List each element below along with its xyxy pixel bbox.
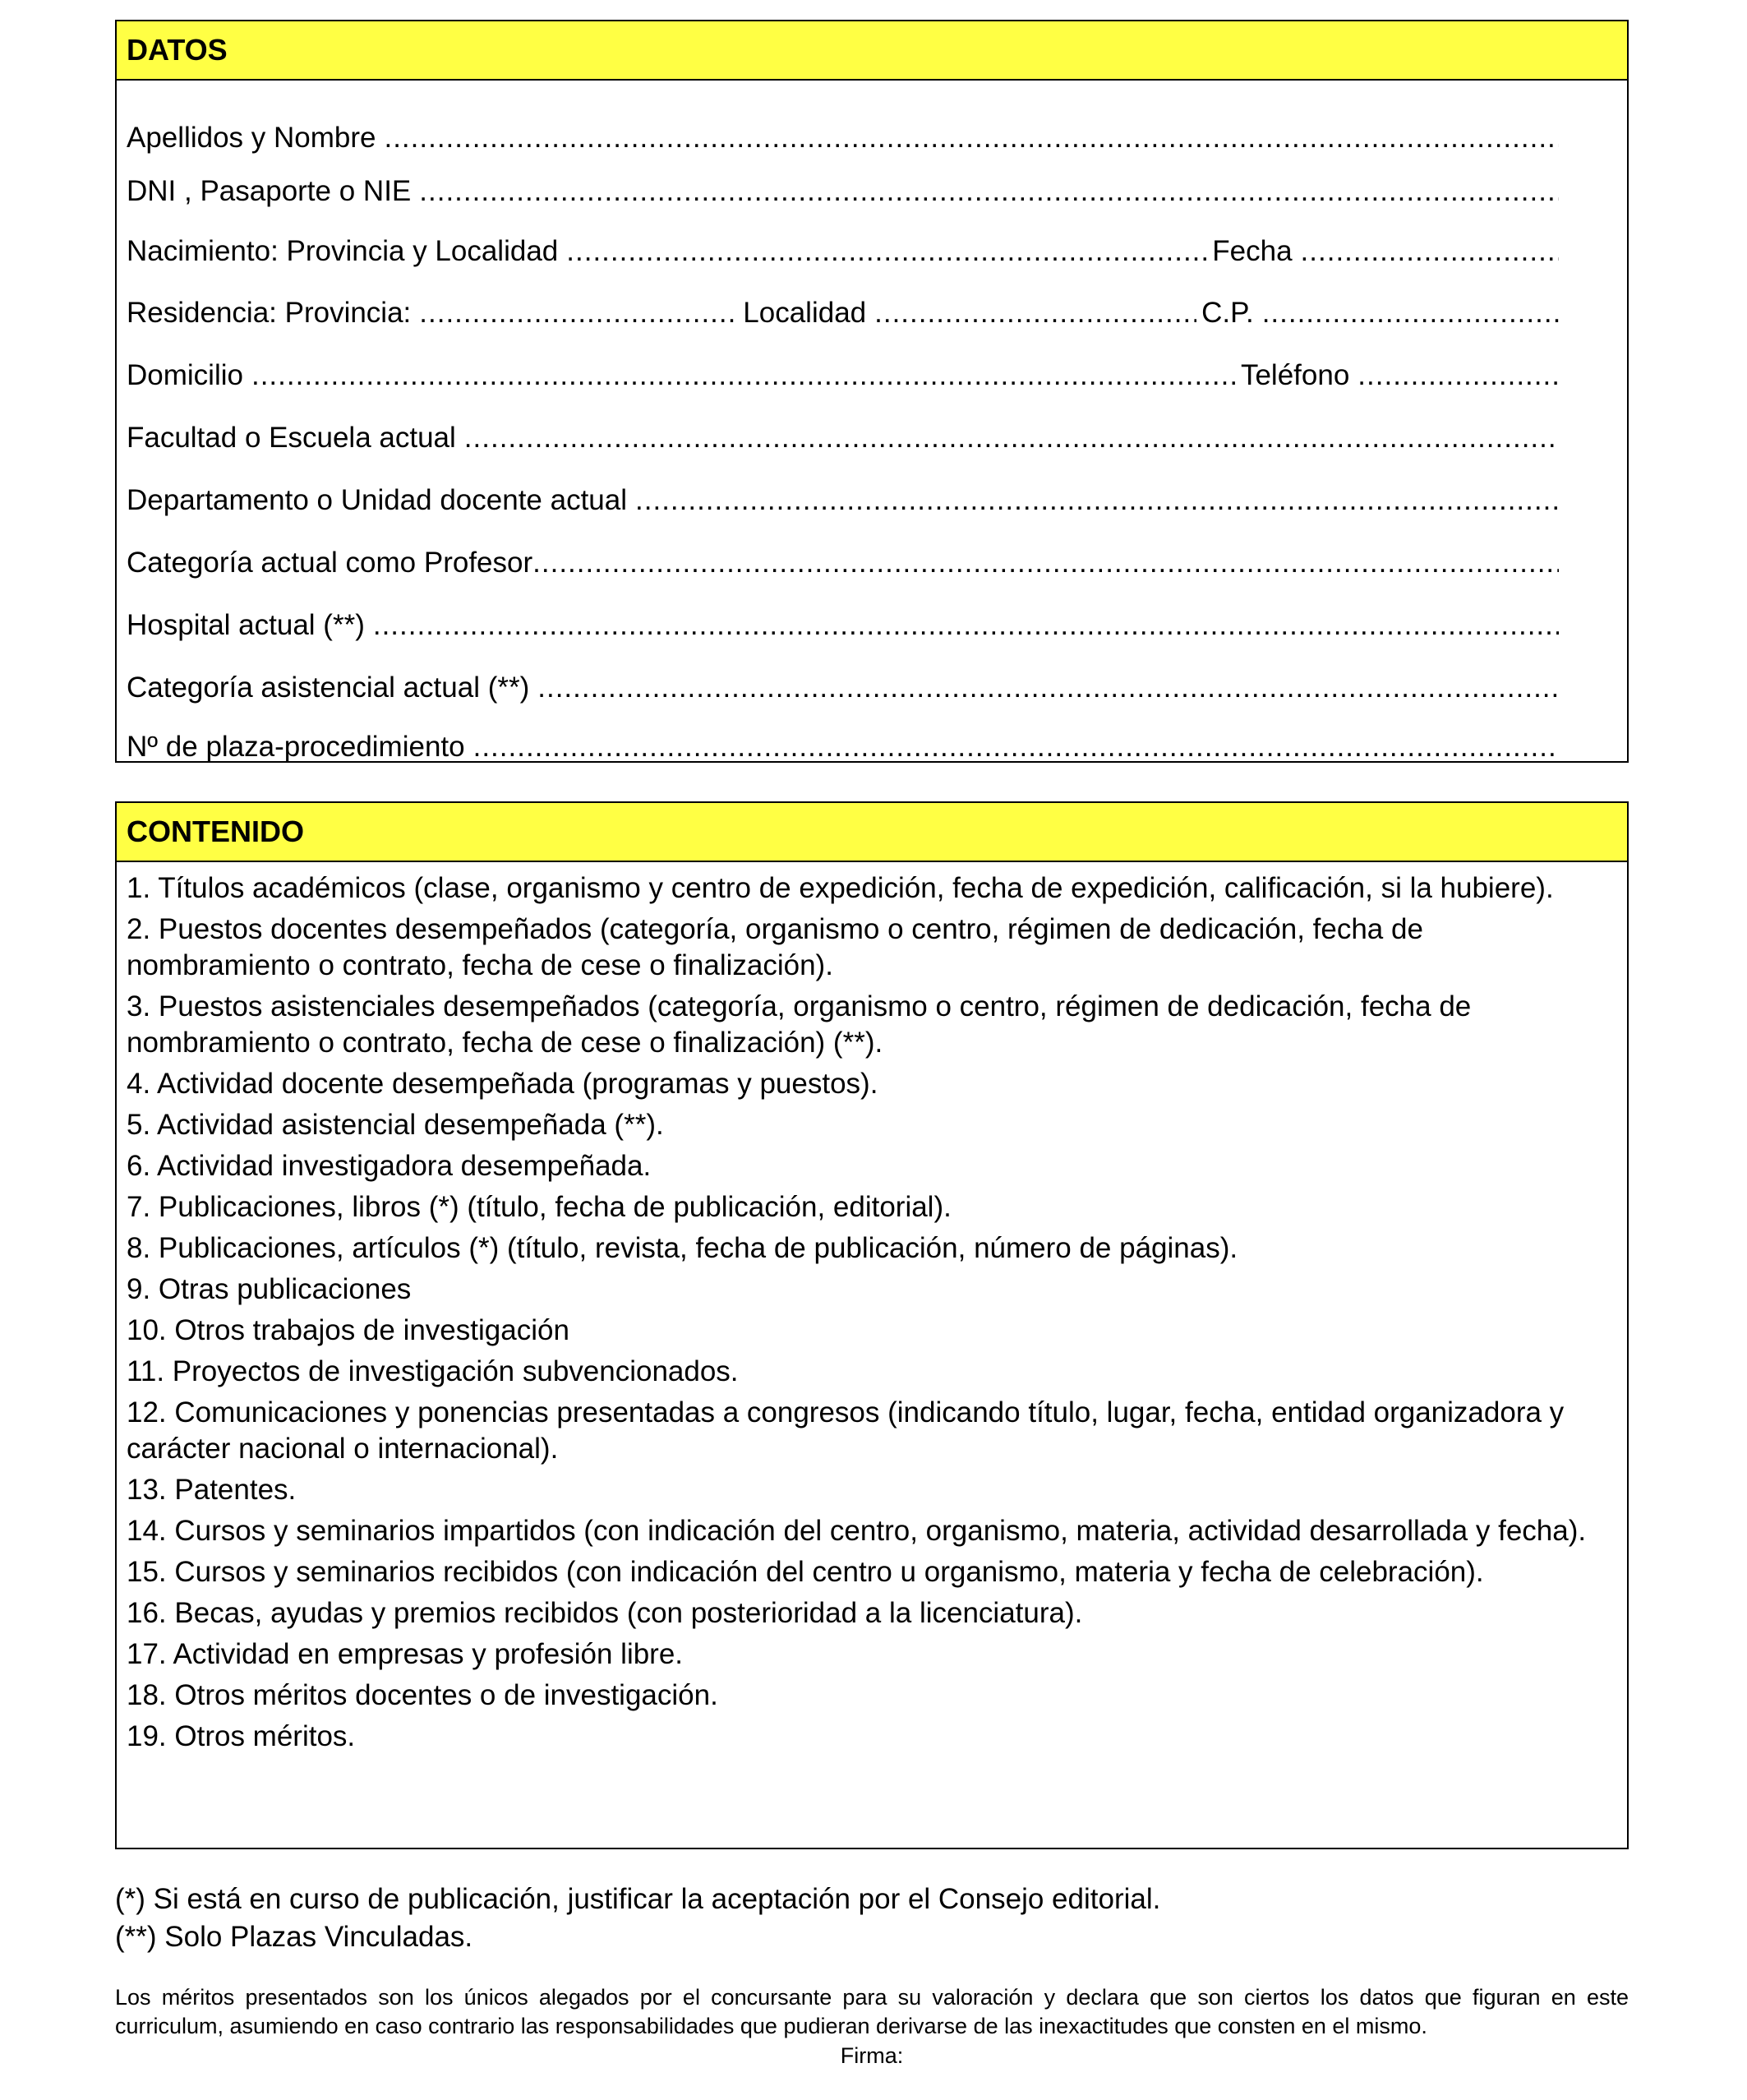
list-item: 10. Otros trabajos de investigación — [127, 1314, 569, 1346]
localidad-label: Localidad — [743, 297, 867, 329]
list-item: 12. Comunicaciones y ponencias presentadas a congresos (indicando título, lugar, fecha, entidad organizadora y carácter nacional o internacional). — [127, 1396, 1565, 1465]
dni-pasaporte-field[interactable] — [127, 172, 1559, 211]
firma-label: Firma: — [840, 2043, 904, 2068]
list-item: 13. Patentes. — [127, 1474, 297, 1506]
domicilio-field[interactable] — [127, 356, 1559, 395]
categoria-profesor-field[interactable] — [127, 543, 1559, 583]
datos-header: DATOS — [117, 21, 1627, 81]
plaza-procedimiento-field[interactable] — [127, 731, 1559, 764]
field-label: Nº de plaza-procedimiento — [127, 731, 465, 763]
list-item: 14. Cursos y seminarios impartidos (con indicación del centro, organismo, materia, actividad desarrollada y fecha). — [127, 1515, 1587, 1547]
list-item: 1. Títulos académicos (clase, organismo y centro de expedición, fecha de expedición, calificación, si la hubiere). — [127, 872, 1554, 904]
footnote-publicacion: (*) Si está en curso de publicación, justificar la aceptación por el Consejo editorial. — [115, 1883, 1161, 1915]
categoria-asistencial-field[interactable] — [127, 668, 1559, 708]
departamento-field[interactable] — [127, 481, 1559, 520]
list-item: 16. Becas, ayudas y premios recibidos (con posterioridad a la licenciatura). — [127, 1597, 1083, 1629]
list-item: 18. Otros méritos docentes o de investigación. — [127, 1679, 718, 1711]
hospital-field[interactable] — [127, 606, 1559, 645]
residencia-field[interactable] — [127, 293, 1559, 333]
facultad-field[interactable] — [127, 418, 1559, 458]
footnote-plazas-vinculadas: (**) Solo Plazas Vinculadas. — [115, 1921, 473, 1953]
nacimiento-field[interactable] — [127, 232, 1559, 271]
list-item: 4. Actividad docente desempeñada (programas y puestos). — [127, 1068, 878, 1100]
list-item: 2. Puestos docentes desempeñados (categoría, organismo o centro, régimen de dedicación, fecha de nombramiento o contrato, fecha de cese o finalización). — [127, 913, 1423, 981]
list-item: 15. Cursos y seminarios recibidos (con indicación del centro u organismo, materia y fecha de celebración). — [127, 1556, 1484, 1588]
field-label: Categoría actual como Profesor — [127, 547, 533, 579]
list-item: 11. Proyectos de investigación subvencionados. — [127, 1355, 739, 1387]
list-item: 9. Otras publicaciones — [127, 1273, 412, 1305]
field-label: Facultad o Escuela actual — [127, 422, 456, 454]
list-item: 19. Otros méritos. — [127, 1720, 356, 1752]
contenido-list — [127, 870, 1606, 1760]
datos-section — [115, 20, 1629, 763]
telefono-label: Teléfono — [1240, 359, 1350, 391]
footnotes — [115, 1881, 1629, 1956]
fecha-label: Fecha — [1212, 235, 1293, 267]
field-label: Apellidos y Nombre — [127, 122, 376, 154]
field-label: Departamento o Unidad docente actual — [127, 484, 628, 516]
field-label: Residencia: Provincia: — [127, 297, 412, 329]
list-item: 3. Puestos asistenciales desempeñados (categoría, organismo o centro, régimen de dedicación, fecha de nombramiento o contrato, fecha de cese o finalización) (**). — [127, 990, 1472, 1059]
cp-label: C.P. — [1201, 297, 1254, 329]
field-label: DNI , Pasaporte o NIE — [127, 175, 412, 207]
contenido-section — [115, 801, 1629, 1849]
list-item: 6. Actividad investigadora desempeñada. — [127, 1150, 652, 1182]
disclaimer-text: Los méritos presentados son los únicos alegados por el concursante para su valoración y declara que son ciertos los datos que figuran en este curriculum, asumiendo en caso contrario las responsabilidades que pudieran derivarse de las inexactitudes que consten en el mismo. — [115, 1985, 1629, 2038]
list-item: 8. Publicaciones, artículos (*) (título, revista, fecha de publicación, número de páginas). — [127, 1232, 1238, 1264]
field-label: Hospital actual (**) — [127, 609, 365, 641]
field-label: Nacimiento: Provincia y Localidad — [127, 235, 559, 267]
list-item: 7. Publicaciones, libros (*) (título, fecha de publicación, editorial). — [127, 1191, 952, 1223]
contenido-header: CONTENIDO — [117, 803, 1627, 862]
apellidos-nombre-field[interactable] — [127, 118, 1559, 158]
field-label: Domicilio — [127, 359, 243, 391]
field-label: Categoría asistencial actual (**) — [127, 672, 530, 704]
list-item: 5. Actividad asistencial desempeñada (**). — [127, 1109, 664, 1141]
list-item: 17. Actividad en empresas y profesión libre. — [127, 1638, 684, 1670]
